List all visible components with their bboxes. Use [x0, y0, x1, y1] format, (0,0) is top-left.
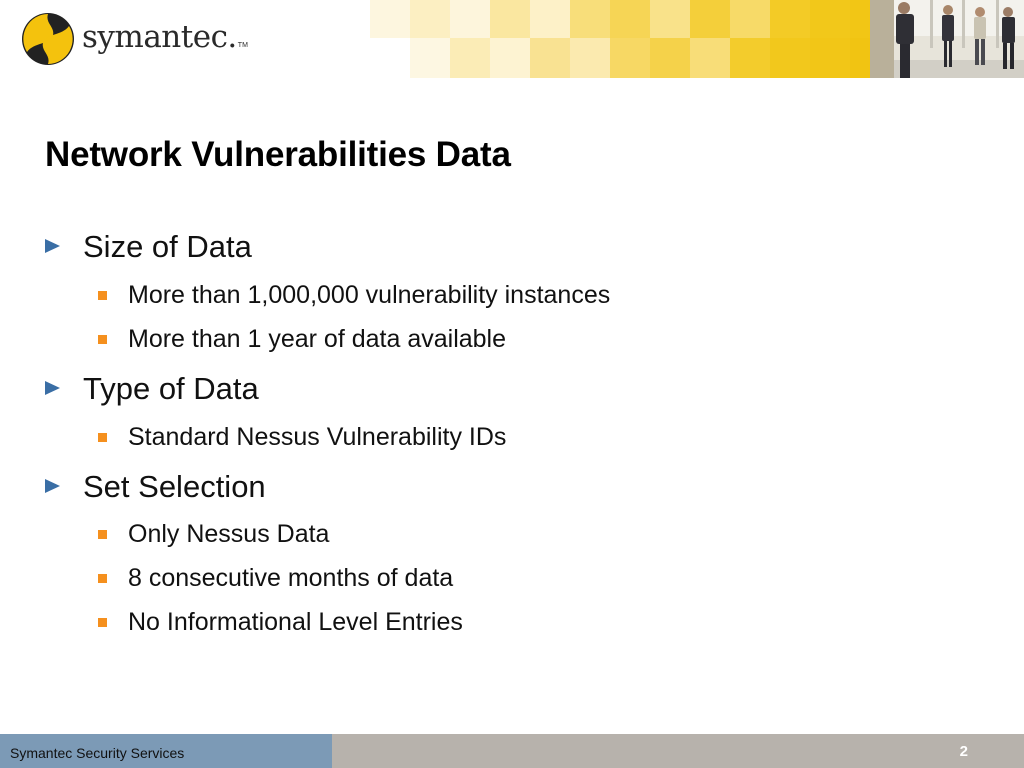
brand-wordmark: symantec. — [82, 18, 237, 55]
sub-bullet-text: Standard Nessus Vulnerability IDs — [128, 423, 507, 451]
square-bullet-icon — [98, 574, 107, 583]
header-banner — [0, 0, 1024, 80]
sub-bullet-text: More than 1,000,000 vulnerability instances — [128, 281, 611, 309]
bullet-arrow-icon — [45, 479, 60, 493]
square-bullet-icon — [98, 335, 107, 344]
footer-org-bar — [0, 734, 332, 768]
slide-title: Network Vulnerabilities Data — [45, 135, 511, 174]
footer-page-bar — [332, 734, 1024, 768]
square-bullet-icon — [98, 291, 107, 300]
page-number: 2 — [959, 743, 968, 760]
sub-bullet-text: 8 consecutive months of data — [128, 564, 454, 592]
sub-bullet-text: No Informational Level Entries — [128, 608, 463, 636]
symantec-logo-icon — [20, 12, 76, 66]
bullet-heading: Type of Data — [83, 371, 259, 406]
square-bullet-icon — [98, 530, 107, 539]
square-bullet-icon — [98, 433, 107, 442]
yellow-mosaic-banner — [370, 0, 910, 78]
bullet-arrow-icon — [45, 239, 60, 253]
sub-bullet-text: More than 1 year of data available — [128, 325, 507, 353]
sub-bullet-text: Only Nessus Data — [128, 520, 330, 548]
bullet-arrow-icon — [45, 381, 60, 395]
business-people-photo — [870, 0, 1024, 78]
bullet-heading: Size of Data — [83, 229, 252, 264]
symantec-logo — [20, 12, 248, 66]
square-bullet-icon — [98, 618, 107, 627]
trademark-mark: TM — [237, 41, 248, 49]
footer-org-label: Symantec Security Services — [10, 745, 185, 761]
bullet-heading: Set Selection — [83, 469, 266, 504]
